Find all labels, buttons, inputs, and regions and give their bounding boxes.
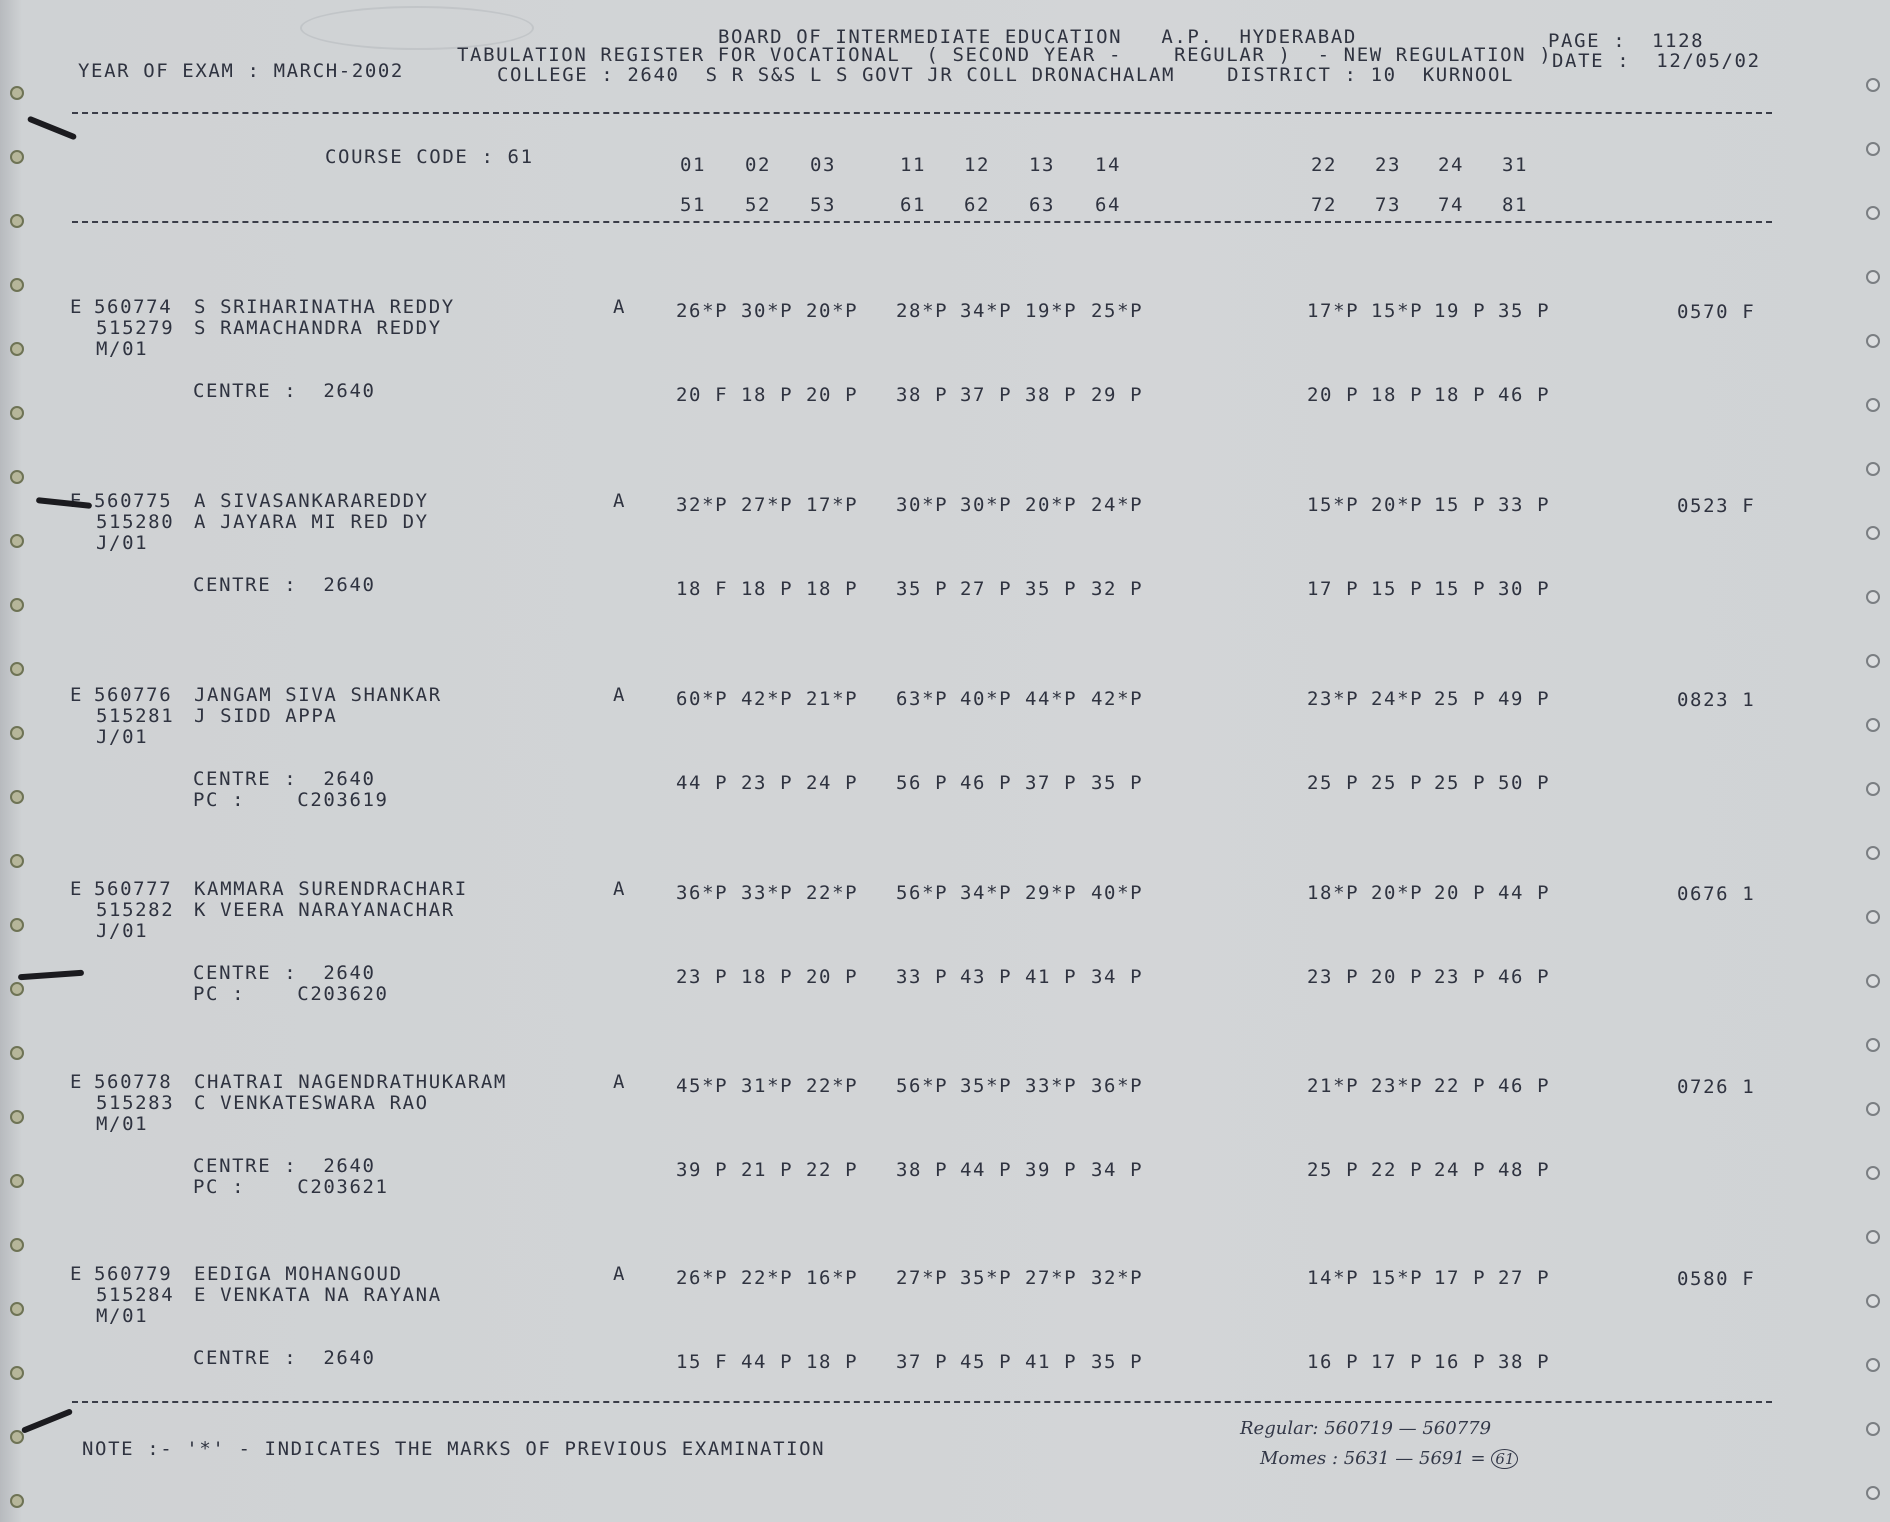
first-year-mark: 44*P	[1025, 688, 1078, 710]
first-year-mark: 56*P	[896, 1075, 949, 1097]
second-year-mark: 21 P	[741, 1159, 794, 1181]
second-year-mark: 20 F	[676, 384, 729, 406]
footer-rule	[72, 1401, 1772, 1403]
first-year-mark: 44 P	[1498, 882, 1551, 904]
second-year-mark: 18 P	[1371, 384, 1424, 406]
page-number: 1128	[1652, 30, 1705, 52]
column-code: 62	[964, 194, 991, 216]
total-result: 0676 1	[1677, 883, 1756, 905]
second-year-mark: 38 P	[896, 384, 949, 406]
first-year-mark: 35*P	[960, 1075, 1013, 1097]
student-name: S SRIHARINATHA REDDY	[194, 296, 455, 318]
group-code: M/01	[96, 338, 149, 360]
pen-mark	[18, 970, 84, 981]
total-result: 0580 F	[1677, 1268, 1756, 1290]
perforation-hole	[1866, 1038, 1880, 1052]
second-year-mark: 32 P	[1091, 578, 1144, 600]
first-year-mark: 56*P	[896, 882, 949, 904]
second-year-mark: 24 P	[1434, 1159, 1487, 1181]
second-year-mark: 22 P	[1371, 1159, 1424, 1181]
second-year-mark: 38 P	[896, 1159, 949, 1181]
column-code: 23	[1375, 154, 1402, 176]
second-year-mark: 18 P	[806, 578, 859, 600]
perforation-hole	[1866, 590, 1880, 604]
second-year-mark: 18 P	[741, 966, 794, 988]
second-year-mark: 43 P	[960, 966, 1013, 988]
second-year-mark: 15 P	[1434, 578, 1487, 600]
hall-ticket-number: 560777	[94, 878, 173, 900]
first-year-mark: 21*P	[1307, 1075, 1360, 1097]
registration-number: 515279	[96, 317, 175, 339]
perforation-hole	[1866, 718, 1880, 732]
first-year-mark: 23*P	[1307, 688, 1360, 710]
column-code: 14	[1095, 154, 1122, 176]
student-name: EEDIGA MOHANGOUD	[194, 1263, 403, 1285]
second-year-mark: 20 P	[1307, 384, 1360, 406]
perforation-hole	[10, 342, 24, 356]
first-year-mark: 15 P	[1434, 494, 1487, 516]
first-year-mark: 17*P	[1307, 300, 1360, 322]
first-year-mark: 15*P	[1307, 494, 1360, 516]
second-year-mark: 44 P	[741, 1351, 794, 1373]
second-year-mark: 20 P	[806, 966, 859, 988]
perforation-hole	[10, 1238, 24, 1252]
second-year-mark: 29 P	[1091, 384, 1144, 406]
second-year-mark: 23 P	[741, 772, 794, 794]
perforation-hole	[10, 662, 24, 676]
second-year-mark: 15 P	[1371, 578, 1424, 600]
first-year-mark: 20*P	[1371, 882, 1424, 904]
perforation-hole	[10, 406, 24, 420]
first-year-mark: 27*P	[741, 494, 794, 516]
perforation-hole	[1866, 1294, 1880, 1308]
column-code: 64	[1095, 194, 1122, 216]
perforation-hole	[1866, 270, 1880, 284]
column-code: 11	[900, 154, 927, 176]
centre-label: CENTRE : 2640	[193, 768, 376, 790]
report-date: DATE : 12/05/02	[1552, 50, 1761, 72]
first-year-mark: 14*P	[1307, 1267, 1360, 1289]
father-name: J SIDD APPA	[194, 705, 338, 727]
first-year-mark: 27 P	[1498, 1267, 1551, 1289]
registration-number: 515283	[96, 1092, 175, 1114]
record-prefix: E	[70, 1263, 84, 1285]
first-year-mark: 20*P	[806, 300, 859, 322]
perforation-hole	[1866, 206, 1880, 220]
father-name: C VENKATESWARA RAO	[194, 1092, 429, 1114]
second-year-mark: 46 P	[960, 772, 1013, 794]
perforation-hole	[10, 86, 24, 100]
registration-number: 515281	[96, 705, 175, 727]
first-year-mark: 30*P	[741, 300, 794, 322]
perforation-hole	[10, 278, 24, 292]
perforation-hole	[10, 534, 24, 548]
handwritten-range-momes	[1260, 1448, 1518, 1469]
registration-number: 515282	[96, 899, 175, 921]
first-year-mark: 32*P	[676, 494, 729, 516]
perforation-hole	[10, 150, 24, 164]
second-year-mark: 37 P	[896, 1351, 949, 1373]
pc-code: PC : C203620	[193, 983, 389, 1005]
perforation-hole	[10, 726, 24, 740]
second-year-mark: 37 P	[960, 384, 1013, 406]
grade-letter: A	[613, 296, 627, 318]
first-year-mark: 20*P	[1025, 494, 1078, 516]
header-rule	[72, 112, 1772, 114]
college-info: COLLEGE : 2640 S R S&S L S GOVT JR COLL DRONACHALAM DISTRICT : 10 KURNOOL	[497, 64, 1515, 86]
second-year-mark: 16 P	[1307, 1351, 1360, 1373]
column-code: 73	[1375, 194, 1402, 216]
first-year-mark: 40*P	[960, 688, 1013, 710]
column-code: 24	[1438, 154, 1465, 176]
first-year-mark: 19 P	[1434, 300, 1487, 322]
second-year-mark: 16 P	[1434, 1351, 1487, 1373]
first-year-mark: 24*P	[1371, 688, 1424, 710]
column-code: 74	[1438, 194, 1465, 216]
perforation-hole	[10, 1494, 24, 1508]
first-year-mark: 25 P	[1434, 688, 1487, 710]
second-year-mark: 44 P	[676, 772, 729, 794]
first-year-mark: 15*P	[1371, 300, 1424, 322]
second-year-mark: 39 P	[676, 1159, 729, 1181]
second-year-mark: 18 P	[806, 1351, 859, 1373]
first-year-mark: 17 P	[1434, 1267, 1487, 1289]
perforation-hole	[10, 790, 24, 804]
second-year-mark: 46 P	[1498, 384, 1551, 406]
second-year-mark: 41 P	[1025, 966, 1078, 988]
pen-mark	[21, 1408, 73, 1434]
first-year-mark: 34*P	[960, 300, 1013, 322]
first-year-mark: 36*P	[676, 882, 729, 904]
student-name: JANGAM SIVA SHANKAR	[194, 684, 442, 706]
column-code: 63	[1029, 194, 1056, 216]
second-year-mark: 35 P	[896, 578, 949, 600]
column-code: 22	[1311, 154, 1338, 176]
perforation-hole	[10, 1430, 24, 1444]
perforation-hole	[1866, 1486, 1880, 1500]
father-name: S RAMACHANDRA REDDY	[194, 317, 442, 339]
column-code: 61	[900, 194, 927, 216]
group-code: M/01	[96, 1305, 149, 1327]
first-year-mark: 25*P	[1091, 300, 1144, 322]
second-year-mark: 20 P	[1371, 966, 1424, 988]
second-year-mark: 33 P	[896, 966, 949, 988]
total-result: 0523 F	[1677, 495, 1756, 517]
perforation-hole	[10, 214, 24, 228]
registration-number: 515284	[96, 1284, 175, 1306]
pen-mark	[27, 115, 77, 140]
perforation-hole	[1866, 1166, 1880, 1180]
second-year-mark: 15 F	[676, 1351, 729, 1373]
second-year-mark: 27 P	[960, 578, 1013, 600]
first-year-mark: 26*P	[676, 1267, 729, 1289]
hall-ticket-number: 560775	[94, 490, 173, 512]
first-year-mark: 24*P	[1091, 494, 1144, 516]
first-year-mark: 42*P	[1091, 688, 1144, 710]
perforation-hole	[1866, 78, 1880, 92]
total-result: 0726 1	[1677, 1076, 1756, 1098]
total-result: 0570 F	[1677, 301, 1756, 323]
first-year-mark: 60*P	[676, 688, 729, 710]
perforation-hole	[10, 918, 24, 932]
perforation-hole	[1866, 1230, 1880, 1244]
second-year-mark: 23 P	[676, 966, 729, 988]
column-code: 12	[964, 154, 991, 176]
first-year-mark: 17*P	[806, 494, 859, 516]
column-code: 52	[745, 194, 772, 216]
first-year-mark: 15*P	[1371, 1267, 1424, 1289]
course-code: COURSE CODE : 61	[325, 146, 534, 168]
perforation-hole	[1866, 654, 1880, 668]
handwritten-circled-count: 61	[1491, 1449, 1518, 1469]
perforation-hole	[1866, 1102, 1880, 1116]
perforation-hole	[10, 1110, 24, 1124]
board-title: BOARD OF INTERMEDIATE EDUCATION A.P. HYDERABAD	[718, 26, 1357, 48]
second-year-mark: 48 P	[1498, 1159, 1551, 1181]
column-code: 72	[1311, 194, 1338, 216]
column-header-rule	[72, 221, 1772, 223]
second-year-mark: 18 P	[1434, 384, 1487, 406]
column-code: 03	[810, 154, 837, 176]
registration-number: 515280	[96, 511, 175, 533]
total-result: 0823 1	[1677, 689, 1756, 711]
first-year-mark: 49 P	[1498, 688, 1551, 710]
second-year-mark: 25 P	[1307, 772, 1360, 794]
grade-letter: A	[613, 1071, 627, 1093]
first-year-mark: 28*P	[896, 300, 949, 322]
perforation-hole	[1866, 974, 1880, 988]
perforation-hole	[1866, 1358, 1880, 1372]
second-year-mark: 20 P	[806, 384, 859, 406]
second-year-mark: 50 P	[1498, 772, 1551, 794]
second-year-mark: 39 P	[1025, 1159, 1078, 1181]
centre-label: CENTRE : 2640	[193, 574, 376, 596]
first-year-mark: 16*P	[806, 1267, 859, 1289]
perforation-hole	[1866, 782, 1880, 796]
first-year-mark: 22 P	[1434, 1075, 1487, 1097]
first-year-mark: 46 P	[1498, 1075, 1551, 1097]
first-year-mark: 26*P	[676, 300, 729, 322]
centre-label: CENTRE : 2640	[193, 1155, 376, 1177]
handwritten-range-regular: Regular: 560719 — 560779	[1240, 1418, 1492, 1439]
father-name: E VENKATA NA RAYANA	[194, 1284, 442, 1306]
first-year-mark: 27*P	[896, 1267, 949, 1289]
first-year-mark: 32*P	[1091, 1267, 1144, 1289]
first-year-mark: 42*P	[741, 688, 794, 710]
hall-ticket-number: 560779	[94, 1263, 173, 1285]
first-year-mark: 34*P	[960, 882, 1013, 904]
perforation-hole	[1866, 334, 1880, 348]
perforation-hole	[1866, 910, 1880, 924]
column-code: 51	[680, 194, 707, 216]
second-year-mark: 45 P	[960, 1351, 1013, 1373]
grade-letter: A	[613, 490, 627, 512]
first-year-mark: 22*P	[741, 1267, 794, 1289]
perforation-hole	[10, 598, 24, 612]
pc-code: PC : C203621	[193, 1176, 389, 1198]
perforation-hole	[10, 1174, 24, 1188]
second-year-mark: 18 P	[741, 384, 794, 406]
first-year-mark: 31*P	[741, 1075, 794, 1097]
first-year-mark: 18*P	[1307, 882, 1360, 904]
second-year-mark: 37 P	[1025, 772, 1078, 794]
first-year-mark: 30*P	[896, 494, 949, 516]
perforation-hole	[10, 1046, 24, 1060]
second-year-mark: 18 F	[676, 578, 729, 600]
second-year-mark: 18 P	[741, 578, 794, 600]
perforation-hole	[1866, 526, 1880, 540]
first-year-mark: 33*P	[1025, 1075, 1078, 1097]
first-year-mark: 33*P	[741, 882, 794, 904]
first-year-mark: 33 P	[1498, 494, 1551, 516]
student-name: CHATRAI NAGENDRATHUKARAM	[194, 1071, 507, 1093]
first-year-mark: 23*P	[1371, 1075, 1424, 1097]
perforation-hole	[1866, 398, 1880, 412]
first-year-mark: 22*P	[806, 882, 859, 904]
centre-label: CENTRE : 2640	[193, 962, 376, 984]
second-year-mark: 23 P	[1307, 966, 1360, 988]
first-year-mark: 35 P	[1498, 300, 1551, 322]
second-year-mark: 35 P	[1091, 1351, 1144, 1373]
perforation-hole	[1866, 142, 1880, 156]
second-year-mark: 25 P	[1307, 1159, 1360, 1181]
second-year-mark: 23 P	[1434, 966, 1487, 988]
first-year-mark: 20*P	[1371, 494, 1424, 516]
second-year-mark: 25 P	[1371, 772, 1424, 794]
grade-letter: A	[613, 684, 627, 706]
first-year-mark: 19*P	[1025, 300, 1078, 322]
second-year-mark: 41 P	[1025, 1351, 1078, 1373]
student-name: KAMMARA SURENDRACHARI	[194, 878, 468, 900]
pc-code: PC : C203619	[193, 789, 389, 811]
first-year-mark: 63*P	[896, 688, 949, 710]
second-year-mark: 22 P	[806, 1159, 859, 1181]
first-year-mark: 45*P	[676, 1075, 729, 1097]
second-year-mark: 34 P	[1091, 1159, 1144, 1181]
perforation-hole	[1866, 846, 1880, 860]
first-year-mark: 22*P	[806, 1075, 859, 1097]
footer-note: NOTE :- '*' - INDICATES THE MARKS OF PREVIOUS EXAMINATION	[82, 1438, 826, 1460]
second-year-mark: 35 P	[1091, 772, 1144, 794]
group-code: J/01	[96, 726, 149, 748]
second-year-mark: 30 P	[1498, 578, 1551, 600]
group-code: J/01	[96, 532, 149, 554]
perforation-hole	[10, 1302, 24, 1316]
second-year-mark: 38 P	[1498, 1351, 1551, 1373]
second-year-mark: 44 P	[960, 1159, 1013, 1181]
year-of-exam: YEAR OF EXAM : MARCH-2002	[78, 60, 404, 82]
second-year-mark: 56 P	[896, 772, 949, 794]
first-year-mark: 30*P	[960, 494, 1013, 516]
page-label: PAGE :	[1548, 30, 1627, 52]
perforation-hole	[10, 982, 24, 996]
record-prefix: E	[70, 296, 84, 318]
second-year-mark: 17 P	[1307, 578, 1360, 600]
perforation-hole	[1866, 1422, 1880, 1436]
pen-mark	[36, 497, 92, 509]
father-name: K VEERA NARAYANACHAR	[194, 899, 455, 921]
group-code: J/01	[96, 920, 149, 942]
grade-letter: A	[613, 1263, 627, 1285]
group-code: M/01	[96, 1113, 149, 1135]
handwritten-range-momes-text: Momes : 5631 — 5691 =	[1260, 1448, 1492, 1469]
first-year-mark: 29*P	[1025, 882, 1078, 904]
second-year-mark: 17 P	[1371, 1351, 1424, 1373]
first-year-mark: 21*P	[806, 688, 859, 710]
first-year-mark: 40*P	[1091, 882, 1144, 904]
father-name: A JAYARA MI RED DY	[194, 511, 429, 533]
student-name: A SIVASANKARAREDDY	[194, 490, 429, 512]
hall-ticket-number: 560774	[94, 296, 173, 318]
column-code: 81	[1502, 194, 1529, 216]
column-code: 31	[1502, 154, 1529, 176]
perforation-hole	[1866, 462, 1880, 476]
second-year-mark: 25 P	[1434, 772, 1487, 794]
column-code: 01	[680, 154, 707, 176]
centre-label: CENTRE : 2640	[193, 380, 376, 402]
hall-ticket-number: 560778	[94, 1071, 173, 1093]
column-code: 53	[810, 194, 837, 216]
perforation-hole	[10, 470, 24, 484]
second-year-mark: 38 P	[1025, 384, 1078, 406]
first-year-mark: 35*P	[960, 1267, 1013, 1289]
first-year-mark: 20 P	[1434, 882, 1487, 904]
record-prefix: E	[70, 684, 84, 706]
perforation-hole	[10, 854, 24, 868]
perforation-hole	[10, 1366, 24, 1380]
hall-ticket-number: 560776	[94, 684, 173, 706]
second-year-mark: 34 P	[1091, 966, 1144, 988]
second-year-mark: 24 P	[806, 772, 859, 794]
column-code: 02	[745, 154, 772, 176]
centre-label: CENTRE : 2640	[193, 1347, 376, 1369]
second-year-mark: 35 P	[1025, 578, 1078, 600]
grade-letter: A	[613, 878, 627, 900]
record-prefix: E	[70, 1071, 84, 1093]
first-year-mark: 36*P	[1091, 1075, 1144, 1097]
second-year-mark: 46 P	[1498, 966, 1551, 988]
column-code: 13	[1029, 154, 1056, 176]
record-prefix: E	[70, 878, 84, 900]
first-year-mark: 27*P	[1025, 1267, 1078, 1289]
tabulation-title: TABULATION REGISTER FOR VOCATIONAL ( SECOND YEAR - REGULAR ) - NEW REGULATION )	[457, 44, 1553, 66]
